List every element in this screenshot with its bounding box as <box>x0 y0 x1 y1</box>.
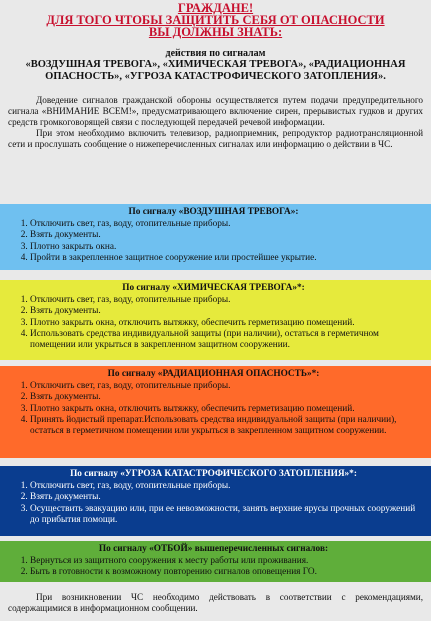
signal-steps <box>6 295 421 351</box>
signal-step: 3. Плотно закрыть окна. <box>30 242 421 253</box>
signal-step: 1. Отключить свет, газ, воду, отопительные приборы. <box>30 295 421 306</box>
signal-steps <box>6 219 421 264</box>
signal-step: 1. Отключить свет, газ, воду, отопительные приборы. <box>30 381 421 392</box>
intro-paragraph-1: Доведение сигналов гражданской обороны осуществляется путем подачи предупредительного сигнала «ВНИМАНИЕ ВСЕМ!», предусматривающего включение сирен, прерывистых гудков и других средств громкоговорящей связи с последующей передачей речевой информации. <box>8 95 423 127</box>
signal-title: По сигналу «ОТБОЙ» вышеперечисленных сигналов: <box>98 544 329 554</box>
signal-step: 2. Взять документы. <box>30 230 421 241</box>
signal-step: 4. Использовать средства индивидуальной защиты (при наличии), остаться в герметичном помещении или укрыться в закрепленном защитном сооружении. <box>30 329 421 351</box>
signal-step: 2. Взять документы. <box>30 306 421 317</box>
signal-box-air-raid <box>0 204 431 270</box>
signal-step: 1. Отключить свет, газ, воду, отопительные приборы. <box>30 481 421 492</box>
poster-heading <box>8 2 423 38</box>
signal-title: По сигналу «ХИМИЧЕСКАЯ ТРЕВОГА»*: <box>122 283 305 293</box>
subtitle-line-3: ОПАСНОСТЬ», «УГРОЗА КАТАСТРОФИЧЕСКОГО ЗАТОПЛЕНИЯ». <box>45 71 386 82</box>
signal-title: По сигналу «УГРОЗА КАТАСТРОФИЧЕСКОГО ЗАТОПЛЕНИЯ»*: <box>70 469 357 479</box>
signal-box-radiation <box>0 366 431 458</box>
signal-steps <box>6 481 421 526</box>
subtitle-line-1: действия по сигналам <box>165 48 266 59</box>
signal-step: 2. Взять документы. <box>30 492 421 503</box>
intro-paragraph-2: При этом необходимо включить телевизор, радиоприемник, репродуктор радиотрансляционной сети и прослушать сообщение о нижеперечисленных сигналах или информацию о действии в ЧС. <box>8 128 423 149</box>
heading-line-2: ДЛЯ ТОГО ЧТОБЫ ЗАЩИТИТЬ СЕБЯ ОТ ОПАСНОСТИ <box>46 13 385 27</box>
signal-box-all-clear <box>0 541 431 582</box>
signal-step: 4. Принять йодистый препарат.Использовать средства индивидуальной защиты (при наличии), остаться в герметичном помещении или укрыться в закрепленном защитном сооружении. <box>30 415 421 437</box>
subtitle-line-2: «ВОЗДУШНАЯ ТРЕВОГА», «ХИМИЧЕСКАЯ ТРЕВОГА», «РАДИАЦИОННАЯ <box>25 59 406 70</box>
signal-steps <box>6 556 421 578</box>
signal-step: 3. Осуществить эвакуацию или, при ее невозможности, занять верхние ярусы прочных сооружений до прибытия помощи. <box>30 504 421 526</box>
footer-note: При возникновении ЧС необходимо действовать в соответствии с рекомендациями, содержащимися в информационном сообщении. <box>8 592 423 613</box>
heading-line-3: ВЫ ДОЛЖНЫ ЗНАТЬ: <box>148 25 283 39</box>
signal-title: По сигналу «ВОЗДУШНАЯ ТРЕВОГА»: <box>128 207 299 217</box>
signal-step: 2. Быть в готовности к возможному повторению сигналов оповещения ГО. <box>30 567 421 578</box>
signal-box-flood <box>0 466 431 536</box>
signal-box-chemical <box>0 280 431 360</box>
signal-step: 1. Вернуться из защитного сооружения к месту работы или проживания. <box>30 556 421 567</box>
signal-step: 4. Пройти в закрепленное защитное сооружение или простейшее укрытие. <box>30 253 421 264</box>
signal-step: 2. Взять документы. <box>30 392 421 403</box>
heading-line-1: ГРАЖДАНЕ! <box>177 1 254 15</box>
signal-steps <box>6 381 421 437</box>
signal-title: По сигналу «РАДИАЦИОННАЯ ОПАСНОСТЬ»*: <box>107 369 320 379</box>
signal-step: 3. Плотно закрыть окна, отключить вытяжку, обеспечить герметизацию помещений. <box>30 404 421 415</box>
signal-step: 1. Отключить свет, газ, воду, отопительные приборы. <box>30 219 421 230</box>
signal-step: 3. Плотно закрыть окна, отключить вытяжку, обеспечить герметизацию помещений. <box>30 318 421 329</box>
